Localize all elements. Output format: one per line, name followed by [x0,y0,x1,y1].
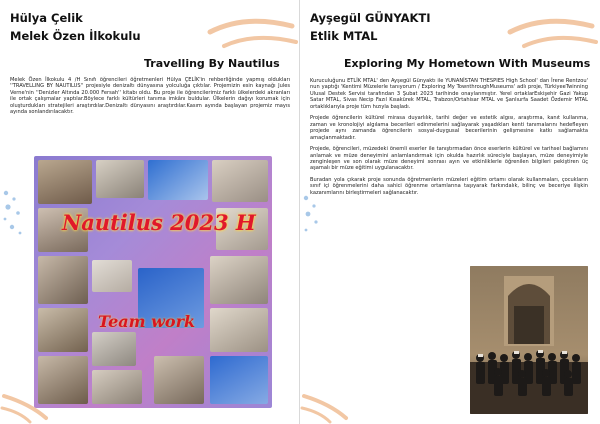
article-body [10,77,290,121]
collage-photo [92,260,132,292]
collage-photo [210,256,268,304]
author-name: Hülya Çelik [10,11,83,25]
museum-group-photo [470,266,588,414]
body-paragraph-2: Projede öğrencilerin kültürel mirasa duyarlılık, tarihi değer ve estetik algısı, araştırma, kanıt kullanma, zaman ve kronolojiyi algılama becerileri edinmelerini sağlayarak yaşadıkları kenti tanımalarını hedefleyen projede aynı zamanda öğrencilerin sosyal-duygusal becerilerinin gelişmesine katkı sağlamakta amaçlanmaktadır. [310,115,588,141]
decorative-swoosh-top [200,4,300,64]
decorative-dots [300,190,330,250]
article-title: Travelling By Nautilus [144,57,280,70]
body-paragraph-4: Buradan yola çıkarak proje sonunda öğretmenlerin müzeleri eğitim ortamı olarak kullanmaları, çocukların sınıf içi öğrenmelerini daha sahici öğrenme ortamlarına taşıyarak farkındalık, bilinç ve beceriye ilişkin kazanımlarını birleştirmeleri sağlanacaktır. [310,176,588,196]
collage-photo [38,160,92,204]
collage-photo [92,370,142,404]
collage-photo [212,160,268,202]
collage-photo [210,308,268,352]
collage-photo [96,160,144,198]
author-name: Ayşegül GÜNYAKTI [310,11,431,25]
decorative-dots [0,185,30,245]
decorative-swoosh-bottom [0,388,80,424]
collage-overlay-title: Nautilus 2023 H [62,210,256,235]
article-title: Exploring My Hometown With Museums [344,57,591,70]
decorative-swoosh-bottom [300,388,380,424]
body-paragraph: Melek Özen İlkokulu 4 /H Sınıfı öğrencileri öğretmenleri Hülya ÇELİK'in rehberliğinde yapmış oldukları ''TRAVELLING BY NAUTILUS'' projesiyle denizaltı dünyasına yolculuğa çıktılar. Projemizin esin kaynağı Jules Verne'nin ''Denizler Altında 20.000 Fersah'' kitabı oldu. Bu proje ile öğrencilerimiz farklı ülkelerdeki akranları ile ortak çalışmalar yaptılar.Böylece farklı kültürleri tanıma imkânı buldular. Ülkelerin dağıyı korumak için oluşturdukları stratejileri araştırdılar.Denizaltı dünyasını araştırdılar.Kasım ayında başlayan projemiz mayıs ayında sonlandırılacaktır. [10,77,290,116]
collage-overlay-subtitle: Team work [98,312,196,331]
decorative-swoosh-top [500,4,600,64]
collage-photo [210,356,268,404]
collage-photo [92,332,136,366]
school-name: Etlik MTAL [310,29,378,43]
museum-photo-illustration [470,266,588,414]
collage-photo [38,308,88,352]
collage-photo [38,256,88,304]
body-paragraph-1: Kuruculuğunu ETLİK MTAL' den Ayşegül Günyaktı ile YUNANİSTAN THESPIES High School' dan İrene Rentzou' nun yaptığı 'Kentimi Müzelerle tanıyorum / Exploring My TownthroughMuseums' adlı proje, TürkiyeeTwinning Ulusal Destek Servisi tarafından 3 Şubat 2023 tarihinde onaylanmıştır. Yerel ortaklarEskişehir Gazi Yakup Satar MTAL, Sivas Necip Fazıl Kısakürek MTAL, Trabzon/Ortahisar MTAL ve Şanlıurfa Saadet Özdemir MTAL ortaklıklarıyla proje tüm hızıyla başladı. [310,78,588,110]
collage-photo [154,356,204,404]
collage-photo [148,160,208,200]
article-body [310,78,588,201]
body-paragraph-3: Projede, öğrencileri, müzedeki önemli eserler ile tanıştırmadan önce eserlerin kültürel ve tarihsel bağlamını anlamak ve müze deneyimini anlamlandırmak için okulda hazırlık süreciyle başlayan, müze deneyimiyle zenginleşen ve son olarak müze deneyimi sonrası ayın ve etkinliklerle öğrenilen bilgileri pekiştiren üç aşamalı bir müze eğitimi uygulanacaktır. [310,146,588,172]
school-name: Melek Özen İlkokulu [10,29,141,43]
project-photo-collage [34,156,272,408]
